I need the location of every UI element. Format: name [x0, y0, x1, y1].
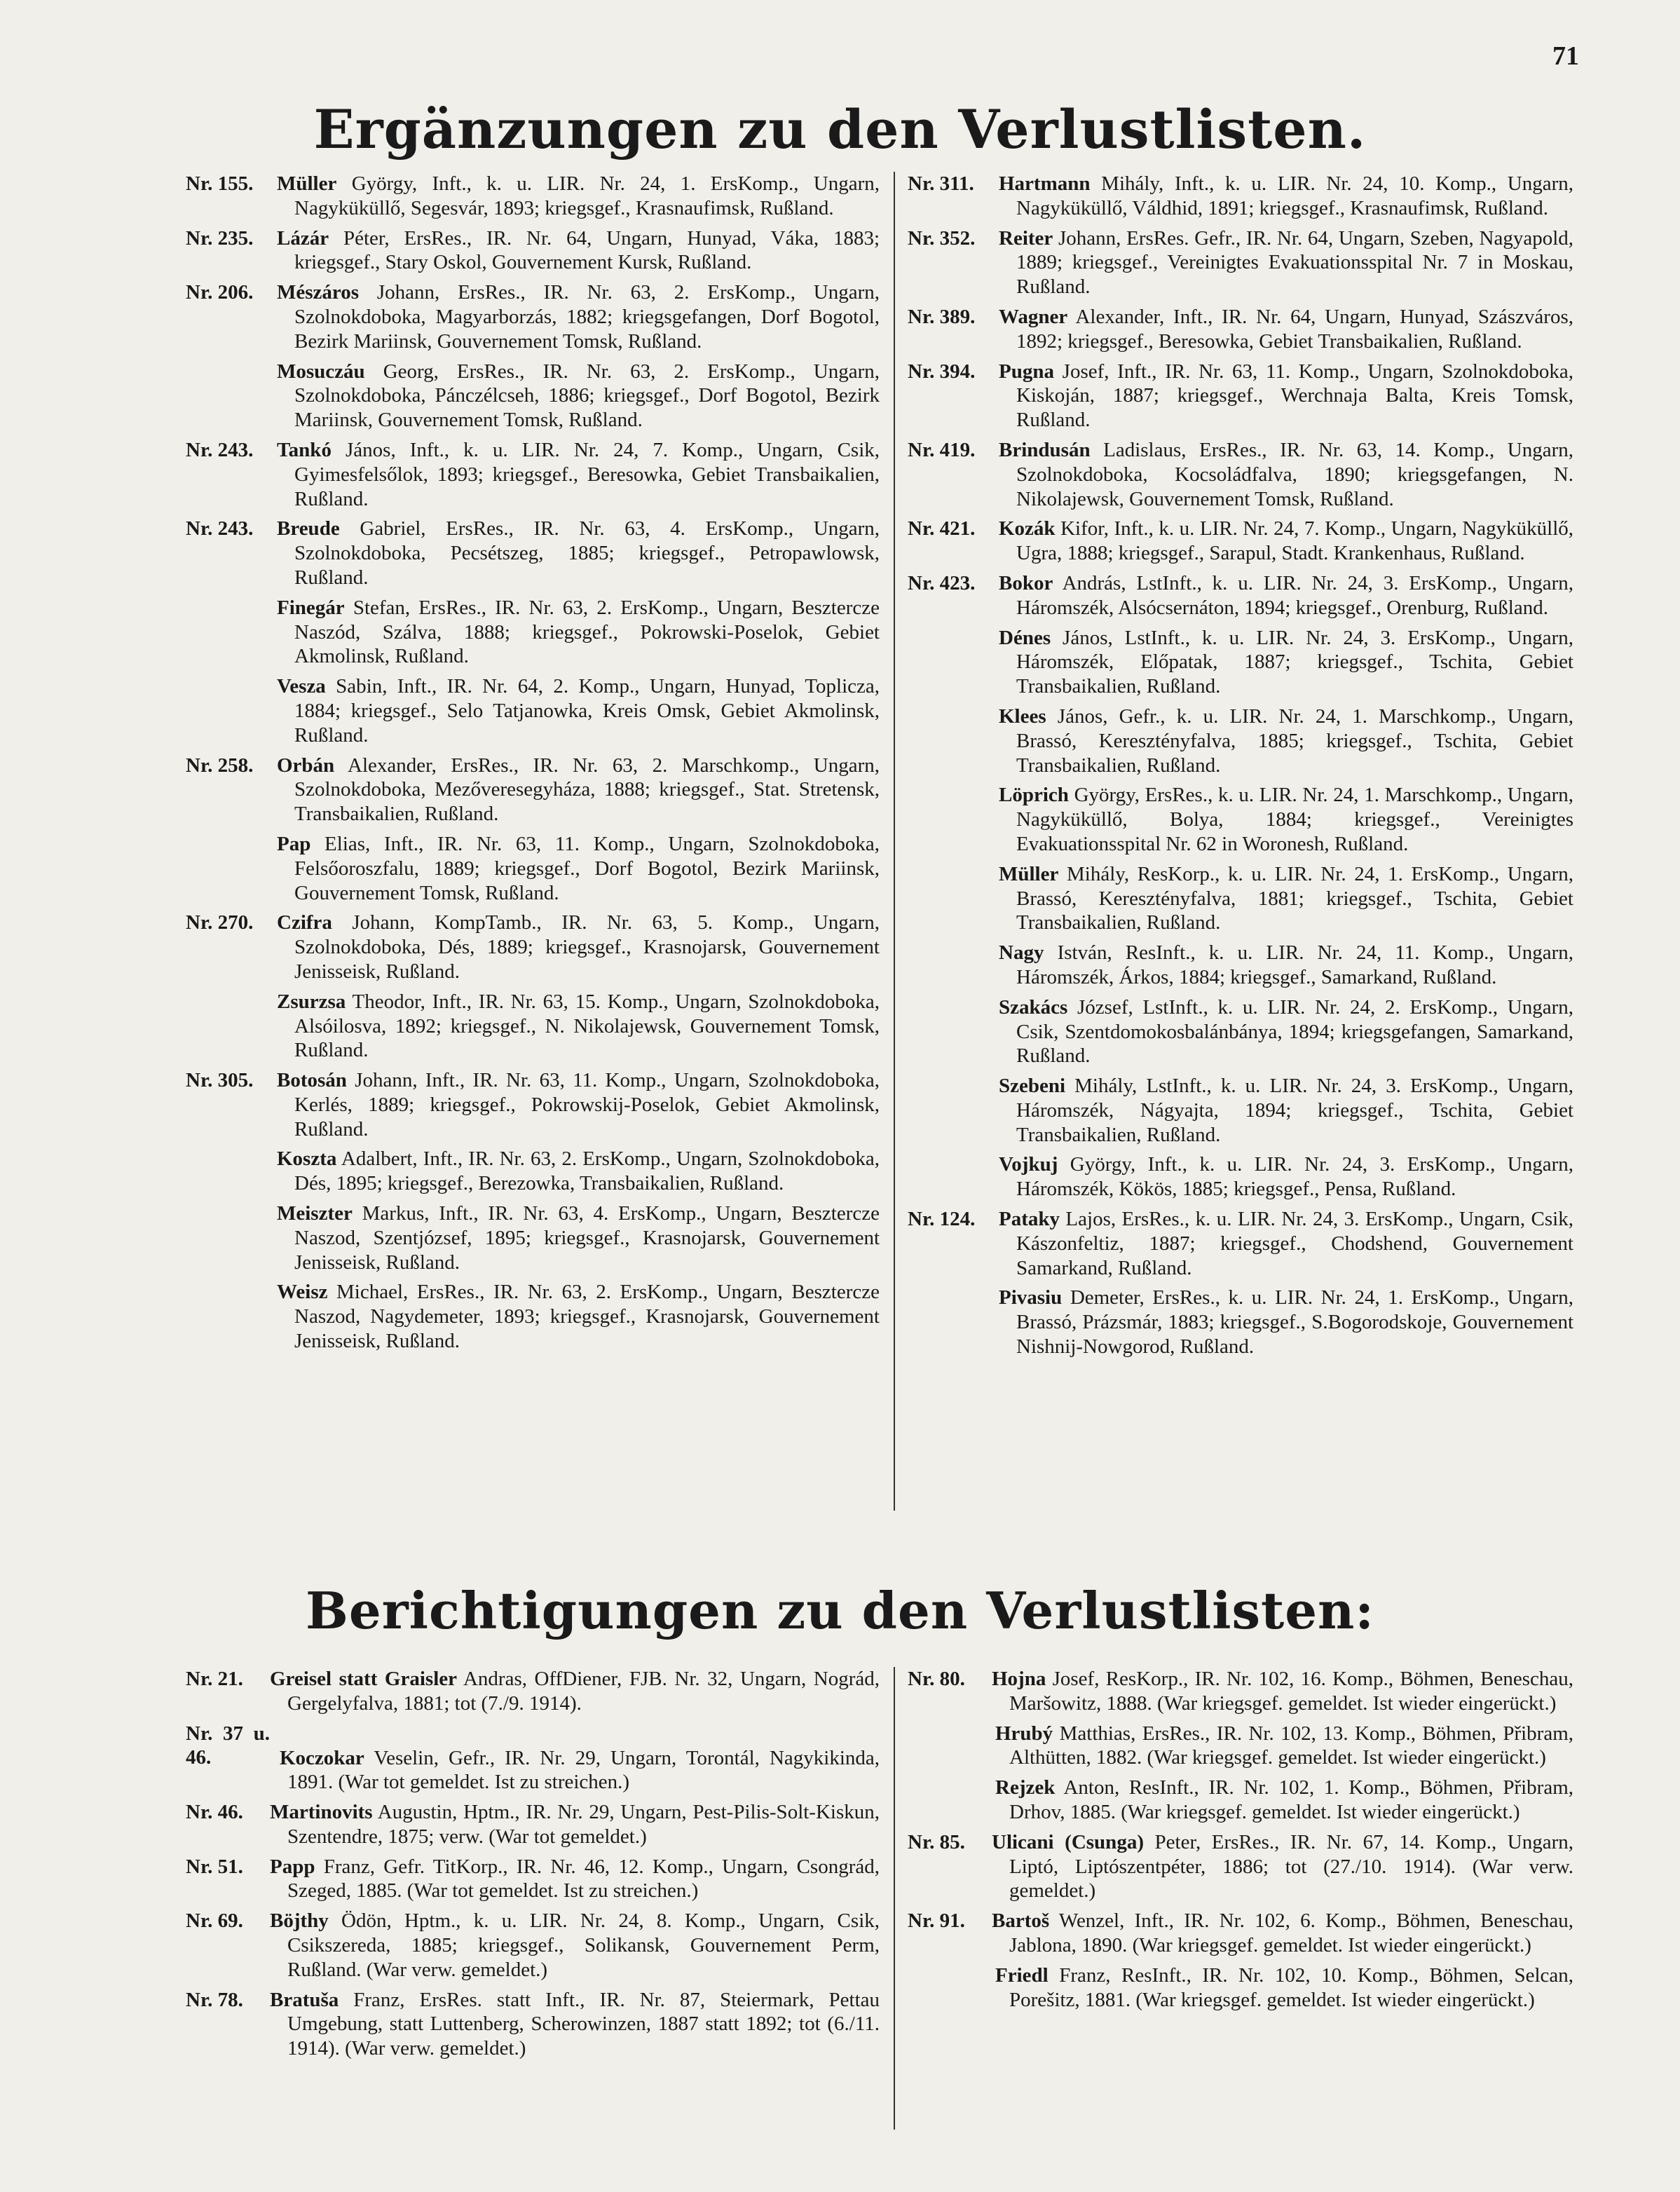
entry-details: Wenzel, Inft., IR. Nr. 102, 6. Komp., Böhmen, Beneschau, Jablona, 1890. (War kriegsgef. gemeldet. Ist wieder eingerückt.) — [1009, 1910, 1573, 1956]
list-entry — [186, 172, 880, 221]
entry-number: Nr. 21. — [186, 1668, 243, 1690]
list-entry — [186, 1068, 880, 1141]
entry-details: Augustin, Hptm., IR. Nr. 29, Ungarn, Pest-Pilis-Solt-Kiskun, Szentendre, 1875; verw. (War tot gemeldet.) — [287, 1800, 880, 1848]
column-divider — [894, 1667, 895, 2130]
page-number: 71 — [1552, 41, 1579, 71]
entry-number: Nr. 69. — [186, 1910, 243, 1933]
list-entry — [908, 1667, 1573, 1716]
list-entry — [908, 1909, 1573, 1958]
list-entry — [908, 995, 1573, 1068]
list-entry — [908, 1722, 1573, 1771]
entry-details: Alexander, ErsRes., IR. Nr. 63, 2. Marschkomp., Ungarn, Szolnokdoboka, Mezőveresegyháza, 1888; kriegsgef., Stat. Stretensk, Transbaikalien, Rußland. — [294, 754, 880, 826]
entry-details: Peter, ErsRes., IR. Nr. 67, 14. Komp., Ungarn, Liptó, Liptószentpéter, 1886; tot (27./10. 1914). (War verw. gemeldet.) — [1009, 1830, 1574, 1902]
entry-number: Nr. 270. — [186, 911, 254, 934]
list-entry — [186, 1147, 880, 1196]
list-entry — [908, 1074, 1573, 1147]
column-divider — [894, 172, 895, 1511]
entry-name: Szakács — [999, 995, 1068, 1019]
entry-number: Nr. 37 u. 46. — [186, 1722, 270, 1769]
entry-name: Friedl — [995, 1963, 1049, 1987]
entry-details: Franz, Gefr. TitKorp., IR. Nr. 46, 12. Komp., Ungarn, Csongrád, Szeged, 1885. (War tot gemeldet. Ist zu streichen.) — [287, 1855, 880, 1902]
entry-details: Alexander, Inft., IR. Nr. 64, Ungarn, Hunyad, Szászváros, 1892; kriegsgef., Beresowka, Gebiet Transbaikalien, Rußland. — [1016, 305, 1573, 353]
entry-name: Orbán — [277, 754, 335, 777]
entry-details: Veselin, Gefr., IR. Nr. 29, Ungarn, Torontál, Nagykikinda, 1891. (War tot gemeldet. Ist zu streichen.) — [287, 1746, 880, 1794]
entry-name: Czifra — [277, 911, 332, 934]
entry-name: Kozák — [999, 517, 1056, 540]
entry-details: Stefan, ErsRes., IR. Nr. 63, 2. ErsKomp., Ungarn, Besztercze Naszód, Szálva, 1888; kriegsgef., Pokrowski-Poselok, Gebiet Akmolinsk, Rußland. — [294, 596, 880, 668]
list-entry — [186, 990, 880, 1063]
list-entry — [186, 1667, 880, 1716]
entry-details: Adalbert, Inft., IR. Nr. 63, 2. ErsKomp., Ungarn, Szolnokdoboka, Dés, 1895; kriegsgef., Berezowka, Transbaikalien, Rußland. — [294, 1148, 880, 1195]
entry-details: János, Inft., k. u. LIR. Nr. 24, 7. Komp., Ungarn, Csik, Gyimesfelsőlok, 1893; kriegsgef., Beresowka, Gebiet Transbaikalien, Rußland. — [294, 438, 880, 510]
entry-details: Josef, Inft., IR. Nr. 63, 11. Komp., Ungarn, Szolnokdoboka, Kiskoján, 1887; kriegsgef., Werchnaja Balta, Kreis Tomsk, Rußland. — [1016, 360, 1574, 432]
list-entry — [908, 305, 1573, 354]
entry-details: Franz, ErsRes. statt Inft., IR. Nr. 87, Steiermark, Pettau Umgebung, statt Luttenberg, Scherowinzen, 1887 statt 1892; tot (6./11. 1914). (War verw. gemeldet.) — [287, 1988, 880, 2060]
entry-name: Lázár — [277, 226, 329, 250]
entry-number: Nr. 305. — [186, 1069, 254, 1092]
list-entry — [186, 1909, 880, 1982]
entry-details: Georg, ErsRes., IR. Nr. 63, 2. ErsKomp., Ungarn, Szolnokdoboka, Pánczélcseh, 1886; kriegsgef., Dorf Bogotol, Bezirk Mariinsk, Gouvernement Tomsk, Rußland. — [294, 360, 880, 432]
entry-name: Ulicani (Csunga) — [992, 1830, 1144, 1853]
entry-name: Löprich — [999, 784, 1069, 807]
entry-name: Bokor — [999, 571, 1053, 594]
entry-name: Nagy — [999, 941, 1044, 965]
entry-details: Mihály, LstInft., k. u. LIR. Nr. 24, 3. ErsKomp., Ungarn, Háromszék, Nágyajta, 1894; kriegsgef., Tschita, Gebiet Transbaikalien, Rußland. — [1016, 1075, 1573, 1146]
list-entry — [908, 1286, 1573, 1359]
entry-name: Breude — [277, 517, 340, 540]
entry-name: Zsurzsa — [277, 990, 346, 1013]
entry-name: Dénes — [999, 626, 1051, 649]
entry-name: Hartmann — [999, 172, 1091, 195]
list-entry — [186, 438, 880, 511]
list-entry — [908, 1963, 1573, 2013]
entry-number: Nr. 258. — [186, 754, 254, 777]
entry-details: Ladislaus, ErsRes., IR. Nr. 63, 14. Komp., Ungarn, Szolnokdoboka, Kocsoládfalva, 1890; kriegsgefangen, N. Nikolajewsk, Gouvernement Tomsk, Rußland. — [1016, 438, 1574, 510]
entry-name: Szebeni — [999, 1075, 1066, 1098]
entry-number: Nr. 124. — [908, 1208, 976, 1231]
entry-number: Nr. 155. — [186, 172, 254, 195]
additions-right-column — [908, 172, 1573, 1365]
entry-details: György, Inft., k. u. LIR. Nr. 24, 3. ErsKomp., Ungarn, Háromszék, Kökös, 1885; kriegsgef., Pensa, Rußland. — [1016, 1153, 1573, 1201]
entry-details: Johann, KompTamb., IR. Nr. 63, 5. Komp., Ungarn, Szolnokdoboka, Dés, 1889; kriegsgef., Krasnojarsk, Gouvernement Jenisseisk, Rußland. — [294, 911, 880, 983]
entry-name: Mészáros — [277, 281, 360, 304]
entry-details: Johann, ErsRes., IR. Nr. 63, 2. ErsKomp., Ungarn, Szolnokdoboka, Magyarborzás, 1882; kriegsgefangen, Dorf Bogotol, Bezirk Mariinsk, Gouvernement Tomsk, Rußland. — [294, 281, 880, 353]
entry-details: Josef, ResKorp., IR. Nr. 102, 16. Komp., Böhmen, Beneschau, Maršowitz, 1888. (War kriegsgef. gemeldet. Ist wieder eingerückt.) — [1009, 1668, 1574, 1715]
entry-name: Finegár — [277, 596, 345, 619]
entry-details: Lajos, ErsRes., k. u. LIR. Nr. 24, 3. ErsKomp., Ungarn, Csik, Kászonfeltiz, 1887; kriegsgef., Chodshend, Gouvernement Samarkand, Rußland. — [1016, 1208, 1573, 1279]
entry-number: Nr. 243. — [186, 517, 254, 540]
entry-number: Nr. 419. — [908, 438, 976, 461]
entry-number: Nr. 352. — [908, 226, 976, 250]
list-entry — [908, 626, 1573, 699]
entry-name: Koszta — [277, 1148, 337, 1171]
list-entry — [908, 571, 1573, 620]
entry-number: Nr. 235. — [186, 226, 254, 250]
list-entry — [908, 783, 1573, 856]
entry-name: Brindusán — [999, 438, 1091, 461]
entry-name: Weisz — [277, 1281, 328, 1304]
list-entry — [186, 280, 880, 353]
entry-name: Pivasiu — [999, 1286, 1063, 1309]
list-entry — [186, 754, 880, 826]
corrections-heading: Berichtigungen zu den Verlustlisten: — [306, 1581, 1374, 1640]
list-entry — [186, 1201, 880, 1274]
entry-details: Mihály, ResKorp., k. u. LIR. Nr. 24, 1. ErsKomp., Ungarn, Brassó, Keresztényfalva, 1881; kriegsgef., Tschita, Gebiet Transbaikalien, Rußland. — [1016, 862, 1573, 934]
entry-name: Vesza — [277, 675, 326, 698]
entry-details: György, Inft., k. u. LIR. Nr. 24, 1. ErsKomp., Ungarn, Nagyküküllő, Segesvár, 1893; kriegsgef., Krasnaufimsk, Rußland. — [294, 172, 880, 219]
list-entry — [908, 438, 1573, 511]
entry-number: Nr. 46. — [186, 1800, 243, 1823]
entry-details: Johann, ErsRes. Gefr., IR. Nr. 64, Ungarn, Szeben, Nagyapold, 1889; kriegsgef., Vereinigtes Evakuationsspital Nr. 7 in Moskau, Rußland. — [1016, 226, 1573, 299]
entry-details: Gabriel, ErsRes., IR. Nr. 63, 4. ErsKomp., Ungarn, Szolnokdoboka, Pecsétszeg, 1885; kriegsgef., Petropawlowsk, Rußland. — [294, 517, 880, 589]
entry-name: Hrubý — [995, 1722, 1053, 1745]
entry-number: Nr. 78. — [186, 1988, 243, 2011]
list-entry — [908, 172, 1573, 221]
corrections-left-column — [186, 1667, 880, 2067]
list-entry — [186, 1855, 880, 1904]
entry-details: Kifor, Inft., k. u. LIR. Nr. 24, 7. Komp., Ungarn, Nagyküküllő, Ugra, 1888; kriegsgef., Sarapul, Stadt. Krankenhaus, Rußland. — [1016, 517, 1574, 565]
entry-name: Müller — [277, 172, 337, 195]
entry-details: Ödön, Hptm., k. u. LIR. Nr. 24, 8. Komp., Ungarn, Csik, Csikszereda, 1885; kriegsgef., Solikansk, Gouvernement Perm, Rußland. (War verw. gemeldet.) — [287, 1910, 880, 1981]
list-entry — [186, 832, 880, 905]
list-entry — [908, 1830, 1573, 1903]
entry-details: Theodor, Inft., IR. Nr. 63, 15. Komp., Ungarn, Szolnokdoboka, Alsóilosva, 1892; kriegsgef., N. Nikolajewsk, Gouvernement Tomsk, Rußland. — [294, 990, 880, 1062]
entry-name: Martinovits — [270, 1800, 373, 1823]
entry-details: Franz, ResInft., IR. Nr. 102, 10. Komp., Böhmen, Selcan, Porešitz, 1881. (War kriegsgef. gemeldet. Ist wieder eingerückt.) — [1009, 1963, 1573, 2011]
entry-details: Sabin, Inft., IR. Nr. 64, 2. Komp., Ungarn, Hunyad, Toplicza, 1884; kriegsgef., Selo Tatjanowka, Kreis Omsk, Gebiet Akmolinsk, Rußland. — [294, 675, 880, 747]
list-entry — [186, 1280, 880, 1353]
entry-number: Nr. 394. — [908, 360, 976, 383]
list-entry — [186, 517, 880, 590]
entry-name: Wagner — [999, 305, 1068, 328]
entry-name: Rejzek — [995, 1776, 1056, 1799]
corrections-right-column — [908, 1667, 1573, 2017]
list-entry — [186, 596, 880, 669]
list-entry — [186, 226, 880, 275]
entry-number: Nr. 206. — [186, 281, 254, 304]
entry-details: Matthias, ErsRes., IR. Nr. 102, 13. Komp., Böhmen, Přibram, Althütten, 1882. (War kriegsgef. gemeldet. Ist wieder eingerückt.) — [1009, 1722, 1574, 1769]
entry-name: Pataky — [999, 1208, 1060, 1231]
entry-number: Nr. 51. — [186, 1855, 243, 1878]
entry-number: Nr. 91. — [908, 1910, 965, 1933]
entry-details: Michael, ErsRes., IR. Nr. 63, 2. ErsKomp., Ungarn, Besztercze Naszod, Nagydemeter, 1893; kriegsgef., Krasnojarsk, Gouvernement Jenisseisk, Rußland. — [294, 1281, 880, 1353]
entry-number: Nr. 80. — [908, 1668, 965, 1690]
list-entry — [908, 862, 1573, 935]
list-entry — [908, 1207, 1573, 1280]
entry-details: János, LstInft., k. u. LIR. Nr. 24, 3. ErsKomp., Ungarn, Háromszék, Előpatak, 1887; kriegsgef., Tschita, Gebiet Transbaikalien, Rußland. — [1016, 626, 1574, 698]
entry-details: Markus, Inft., IR. Nr. 63, 4. ErsKomp., Ungarn, Besztercze Naszod, Szentjózsef, 1895; kriegsgef., Krasnojarsk, Gouvernement Jenisseisk, Rußland. — [294, 1202, 880, 1274]
entry-name: Papp — [270, 1855, 315, 1878]
list-entry — [908, 941, 1573, 990]
entry-name: Böjthy — [270, 1910, 329, 1933]
entry-name: Vojkuj — [999, 1153, 1058, 1176]
list-entry — [908, 704, 1573, 777]
entry-number: Nr. 421. — [908, 517, 976, 540]
entry-name: Meiszter — [277, 1202, 353, 1225]
entry-details: Andras, OffDiener, FJB. Nr. 32, Ungarn, Nográd, Gergelyfalva, 1881; tot (7./9. 1914). — [287, 1668, 880, 1715]
list-entry — [186, 360, 880, 433]
list-entry — [186, 1800, 880, 1849]
list-entry — [908, 1776, 1573, 1825]
entry-name: Reiter — [999, 226, 1053, 250]
list-entry — [186, 911, 880, 983]
entry-number: Nr. 85. — [908, 1830, 965, 1853]
entry-name: Bratuša — [270, 1988, 339, 2011]
entry-name: Pap — [277, 832, 311, 855]
entry-details: Mihály, Inft., k. u. LIR. Nr. 24, 10. Komp., Ungarn, Nagyküküllő, Váldhid, 1891; kriegsgef., Krasnaufimsk, Rußland. — [1016, 172, 1573, 219]
entry-number: Nr. 423. — [908, 571, 976, 594]
entry-details: Anton, ResInft., IR. Nr. 102, 1. Komp., Böhmen, Přibram, Drhov, 1885. (War kriegsgef. gemeldet. Ist wieder eingerückt.) — [1009, 1776, 1573, 1823]
entry-name: Tankó — [277, 438, 332, 461]
additions-heading: Ergänzungen zu den Verlustlisten. — [313, 98, 1367, 161]
entry-name: Botosán — [277, 1069, 347, 1092]
entry-details: János, Gefr., k. u. LIR. Nr. 24, 1. Marschkomp., Ungarn, Brassó, Keresztényfalva, 1885; kriegsgef., Tschita, Gebiet Transbaikalien, Rußland. — [1016, 704, 1574, 777]
entry-name: Pugna — [999, 360, 1054, 383]
entry-name: Bartoš — [992, 1910, 1050, 1933]
entry-details: Elias, Inft., IR. Nr. 63, 11. Komp., Ungarn, Szolnokdoboka, Felsőoroszfalu, 1889; kriegsgef., Dorf Bogotol, Bezirk Mariinsk, Gouvernement Tomsk, Rußland. — [294, 832, 880, 904]
entry-number: Nr. 243. — [186, 438, 254, 461]
entry-name: Mosuczáu — [277, 360, 365, 383]
list-entry — [908, 1152, 1573, 1201]
entry-name: Müller — [999, 862, 1059, 885]
list-entry — [908, 360, 1573, 433]
entry-name: Greisel statt Graisler — [270, 1668, 457, 1690]
entry-details: Johann, Inft., IR. Nr. 63, 11. Komp., Ungarn, Szolnokdoboka, Kerlés, 1889; kriegsgef., Pokrowskij-Poselok, Gebiet Akmolinsk, Rußland. — [294, 1069, 880, 1141]
entry-number: Nr. 389. — [908, 305, 976, 328]
additions-left-column — [186, 172, 880, 1359]
list-entry — [186, 1988, 880, 2061]
list-entry — [186, 1722, 880, 1795]
list-entry — [908, 226, 1573, 299]
entry-details: József, LstInft., k. u. LIR. Nr. 24, 2. ErsKomp., Ungarn, Csik, Szentdomokosbalánbánya, 1894; kriegsgefangen, Samarkand, Rußland. — [1016, 995, 1574, 1068]
entry-name: Klees — [999, 704, 1046, 728]
entry-number: Nr. 311. — [908, 172, 974, 195]
list-entry — [908, 517, 1573, 566]
list-entry — [186, 674, 880, 747]
entry-details: István, ResInft., k. u. LIR. Nr. 24, 11. Komp., Ungarn, Háromszék, Árkos, 1884; kriegsgef., Samarkand, Rußland. — [1016, 941, 1573, 988]
entry-name: Koczokar — [280, 1746, 364, 1769]
entry-details: György, ErsRes., k. u. LIR. Nr. 24, 1. Marschkomp., Ungarn, Nagyküküllő, Bolya, 1884; kriegsgef., Vereinigtes Evakuationsspital Nr. 62 in Woronesh, Rußland. — [1016, 784, 1573, 855]
entry-details: Demeter, ErsRes., k. u. LIR. Nr. 24, 1. ErsKomp., Ungarn, Brassó, Prázsmár, 1883; kriegsgef., S.Bogorodskoje, Gouvernement Nishnij-Nowgorod, Rußland. — [1016, 1286, 1574, 1359]
entry-details: Péter, ErsRes., IR. Nr. 64, Ungarn, Hunyad, Váka, 1883; kriegsgef., Stary Oskol, Gouvernement Kursk, Rußland. — [294, 226, 880, 274]
entry-details: András, LstInft., k. u. LIR. Nr. 24, 3. ErsKomp., Ungarn, Háromszék, Alsócsernáton, 1894; kriegsgef., Orenburg, Rußland. — [1016, 571, 1574, 619]
entry-name: Hojna — [992, 1668, 1046, 1690]
